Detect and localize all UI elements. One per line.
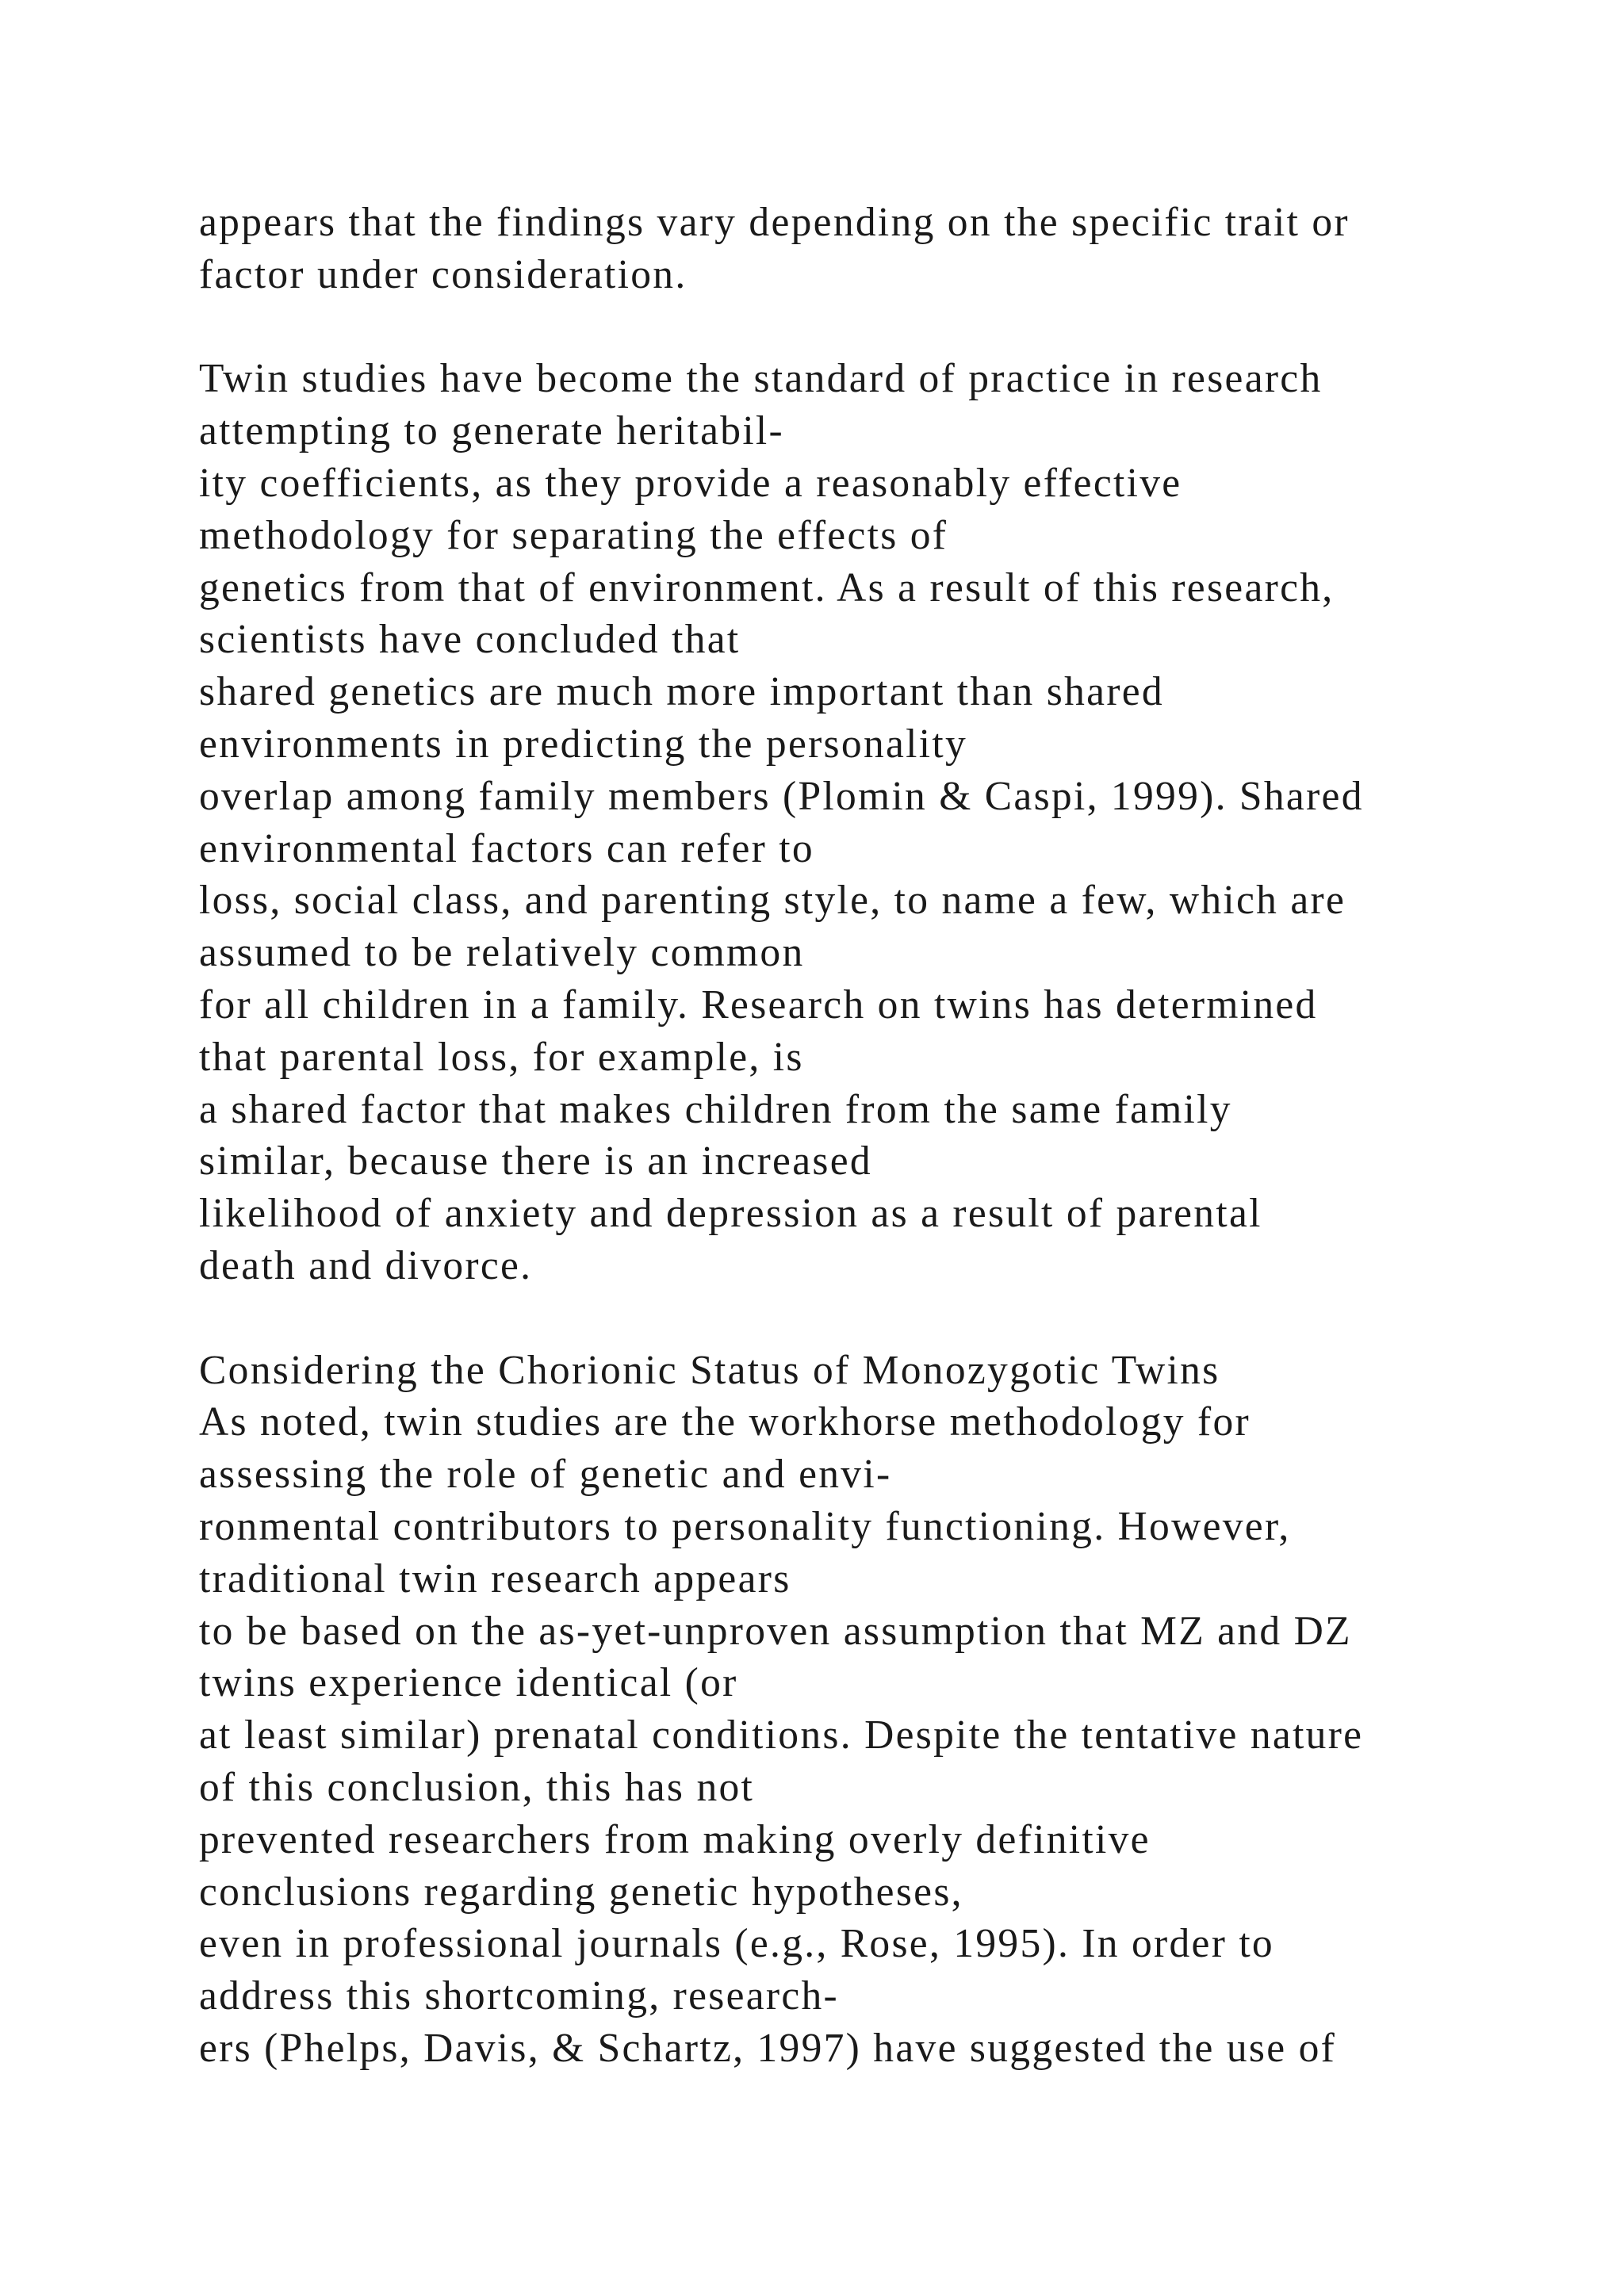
text-line: environments in predicting the personality xyxy=(199,721,968,767)
text-line: overlap among family members (Plomin & Caspi, 1999). Shared xyxy=(199,773,1364,819)
text-line: assessing the role of genetic and envi- xyxy=(199,1452,892,1498)
text-line: likelihood of anxiety and depression as a result of parental xyxy=(199,1191,1262,1237)
text-line: ronmental contributors to personality functioning. However, xyxy=(199,1503,1291,1549)
text-line: similar, because there is an increased xyxy=(199,1138,872,1184)
text-line: loss, social class, and parenting style, to name a few, which are xyxy=(199,878,1346,924)
text-line: traditional twin research appears xyxy=(199,1556,791,1601)
text-line: assumed to be relatively common xyxy=(199,930,805,976)
text-line: ers (Phelps, Davis, & Schartz, 1997) have suggested the use of xyxy=(199,2025,1337,2071)
text-line: that parental loss, for example, is xyxy=(199,1034,804,1080)
text-line: even in professional journals (e.g., Rose, 1995). In order to xyxy=(199,1921,1274,1967)
text-line: of this conclusion, this has not xyxy=(199,1764,755,1810)
text-line: scientists have concluded that xyxy=(199,617,741,663)
text-line: address this shortcoming, research- xyxy=(199,1973,840,2019)
text-line: genetics from that of environment. As a result of this research, xyxy=(199,564,1335,610)
text-line: death and divorce. xyxy=(199,1242,533,1288)
text-line: a shared factor that makes children from the same family xyxy=(199,1086,1232,1132)
text-line: shared genetics are much more important than shared xyxy=(199,669,1164,715)
paragraph-break xyxy=(199,301,1595,354)
text-line: for all children in a family. Research on twins has determined xyxy=(199,982,1318,1027)
section-heading: Considering the Chorionic Status of Monozygotic Twins xyxy=(199,1347,1220,1393)
text-line: conclusions regarding genetic hypotheses, xyxy=(199,1869,963,1915)
text-line: As noted, twin studies are the workhorse methodology for xyxy=(199,1399,1251,1445)
text-line: to be based on the as-yet-unproven assumption that MZ and DZ xyxy=(199,1608,1352,1654)
body-text xyxy=(199,197,1595,2075)
text-line: at least similar) prenatal conditions. Despite the tentative nature xyxy=(199,1712,1364,1758)
text-line: prevented researchers from making overly definitive xyxy=(199,1816,1151,1862)
text-line: ity coefficients, as they provide a reasonably effective xyxy=(199,460,1182,506)
text-line: twins experience identical (or xyxy=(199,1660,738,1706)
text-line: Twin studies have become the standard of practice in research xyxy=(199,356,1323,402)
text-line: factor under consideration. xyxy=(199,251,688,297)
paragraph-break xyxy=(199,1292,1595,1345)
text-line: methodology for separating the effects of xyxy=(199,512,948,558)
text-line: attempting to generate heritabil- xyxy=(199,408,784,454)
text-line: appears that the findings vary depending on the specific trait or xyxy=(199,200,1350,245)
text-line: environmental factors can refer to xyxy=(199,825,814,871)
